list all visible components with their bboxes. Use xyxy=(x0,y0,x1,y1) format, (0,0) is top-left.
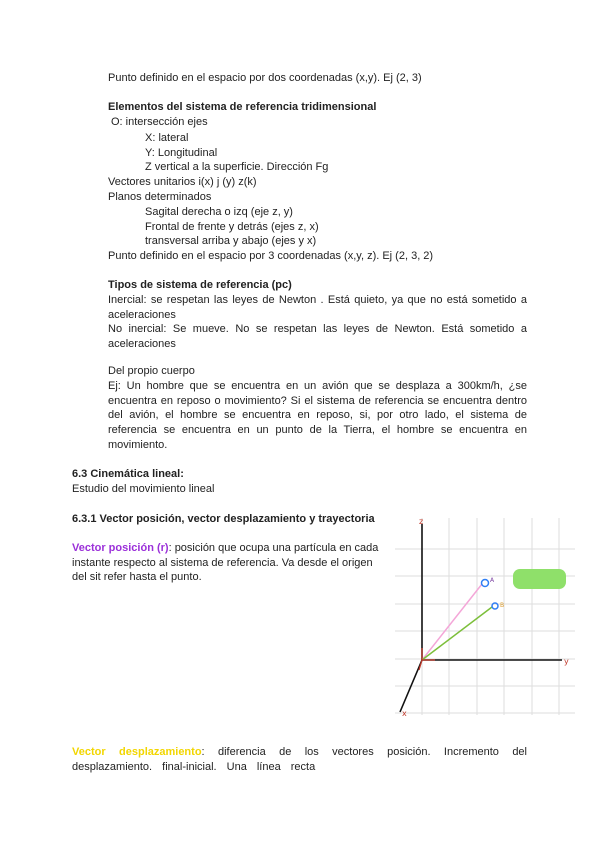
paragraph-vector-desplazamiento xyxy=(72,745,527,774)
text-line: Punto definido en el espacio por 3 coordenadas (x,y, z). Ej (2, 3, 2) xyxy=(108,250,434,262)
text-line: Y: Longitudinal xyxy=(145,147,218,159)
text-line: O: intersección ejes xyxy=(111,116,208,128)
definition-text: : diferencia de los vectores posición. Incremento del desplazamiento. final-inicial. Una línea recta xyxy=(72,746,527,773)
axes xyxy=(400,524,562,712)
text-line: X: lateral xyxy=(145,132,189,144)
definition-text: : posición que ocupa una partícula en cada instante respecto al sistema de referencia. Va desde el origen del sit refer hasta el punto. xyxy=(72,542,379,584)
text-line: Estudio del movimiento lineal xyxy=(72,483,215,495)
term-vector-posicion: Vector posición (r) xyxy=(72,542,169,554)
axis-x-label: x xyxy=(402,709,407,718)
point-b-label: B xyxy=(500,602,505,609)
paragraph-example: Ej: Un hombre que se encuentra en un avión que se desplaza a 300km/h, ¿se encuentra en reposo o movimiento? Si el sistema de referencia se encuentra dentro del avión, el hombre se encuentra en reposo, si, por otro lado, el sistema de referencia se encuentra en un punto de la Tierra, el hombre se encuentra en movimiento. xyxy=(108,380,527,451)
heading-6-3: 6.3 Cinemática lineal: xyxy=(72,468,184,480)
text-line: Del propio cuerpo xyxy=(108,365,195,377)
coordinate-diagram xyxy=(390,510,590,720)
point-a xyxy=(482,580,489,587)
point-a-label: A xyxy=(490,577,495,584)
heading-6-3-1: 6.3.1 Vector posición, vector desplazamiento y trayectoria xyxy=(72,513,375,525)
axis-z-label: z xyxy=(419,517,424,526)
paragraph-inercial: Inercial: se respetan las leyes de Newton . Está quieto, ya que no está sometido a aceleraciones xyxy=(108,294,527,321)
text-line: Vectores unitarios i(x) j (y) z(k) xyxy=(108,176,257,188)
text-line: Frontal de frente y detrás (ejes z, x) xyxy=(145,221,319,233)
text-line: Sagital derecha o izq (eje z, y) xyxy=(145,206,293,218)
paragraph-vector-posicion xyxy=(72,541,385,585)
text-line: Planos determinados xyxy=(108,191,212,203)
text-line: Punto definido en el espacio por dos coordenadas (x,y). Ej (2, 3) xyxy=(108,72,422,84)
text-line: Z vertical a la superficie. Dirección Fg xyxy=(145,161,329,173)
term-vector-desplazamiento: Vector desplazamiento xyxy=(72,746,202,758)
heading-tridimensional: Elementos del sistema de referencia tridimensional xyxy=(108,101,377,113)
note-highlight xyxy=(513,569,566,589)
axis-y-label: y xyxy=(564,657,569,666)
heading-tipos: Tipos de sistema de referencia (pc) xyxy=(108,279,292,291)
text-line: transversal arriba y abajo (ejes y x) xyxy=(145,235,317,247)
paragraph-no-inercial: No inercial: Se mueve. No se respetan las leyes de Newton. Está sometido a aceleraciones xyxy=(108,323,527,350)
